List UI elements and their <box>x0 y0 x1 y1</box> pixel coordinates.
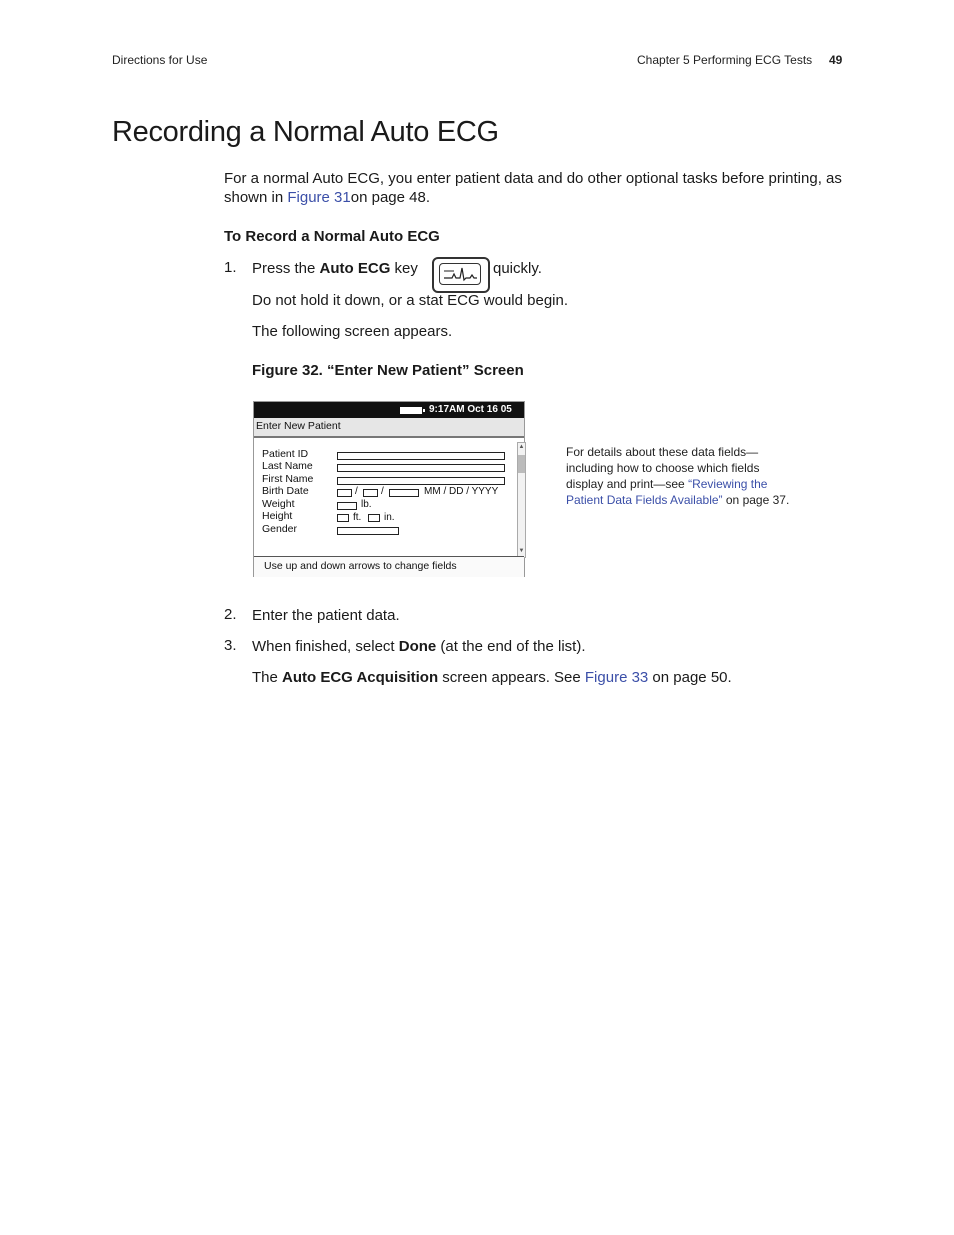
step-1-press: Press the <box>252 260 320 277</box>
side-note-text: For details about these data fields—including how to choose which fields display and print—see <box>566 445 760 491</box>
step-1-quickly: quickly. <box>493 260 542 277</box>
page-number: 49 <box>829 53 843 67</box>
step-1-following: The following screen appears. <box>252 323 453 340</box>
intro-text-after: on page 48. <box>350 189 430 206</box>
scroll-down-icon[interactable]: ▼ <box>518 548 525 554</box>
screen-status-bar <box>254 402 524 418</box>
date-format-hint: MM / DD / YYYY <box>424 486 499 497</box>
running-header-left: Directions for Use <box>112 53 208 67</box>
step-3-note <box>252 668 732 687</box>
scroll-up-icon[interactable]: ▲ <box>518 444 525 450</box>
date-separator: / <box>381 486 384 497</box>
screen-footer-hint: Use up and down arrows to change fields <box>264 560 457 572</box>
label-birth-date: Birth Date <box>262 485 309 497</box>
figure-33-link[interactable]: Figure 33 <box>584 669 649 686</box>
ecg-waveform-icon <box>432 257 490 293</box>
screen-footer <box>254 556 524 577</box>
step-3-note-mid: screen appears. See <box>438 669 585 686</box>
step-3-number: 3. <box>224 637 237 654</box>
figure-31-link[interactable]: Figure 31 <box>287 189 351 206</box>
step-3-text <box>252 637 586 656</box>
screen-title: Enter New Patient <box>256 420 341 432</box>
page-title: Recording a Normal Auto ECG <box>112 116 499 148</box>
height-in-unit: in. <box>384 512 395 523</box>
label-first-name: First Name <box>262 473 314 485</box>
height-ft-field[interactable] <box>337 514 349 522</box>
running-header-chapter: Chapter 5 Performing ECG Tests <box>637 53 813 67</box>
side-note-after: on page 37. <box>722 493 790 507</box>
screen-scrollbar[interactable] <box>517 442 526 558</box>
procedure-heading: To Record a Normal Auto ECG <box>224 228 440 245</box>
birth-month-field[interactable] <box>337 489 352 497</box>
step-3-note-after: on page 50. <box>648 669 732 686</box>
label-last-name: Last Name <box>262 460 313 472</box>
first-name-field[interactable] <box>337 477 505 485</box>
reviewing-fields-link[interactable]: “Reviewing the Patient Data Fields Available” <box>566 477 768 507</box>
scroll-thumb[interactable] <box>518 455 525 473</box>
battery-icon <box>400 407 422 414</box>
step-3-note-the: The <box>252 669 283 686</box>
step-1-text <box>252 259 418 278</box>
label-gender: Gender <box>262 523 298 535</box>
auto-ecg-acquisition-name: Auto ECG Acquisition <box>282 669 439 686</box>
side-note <box>566 444 796 508</box>
done-option: Done <box>398 638 437 655</box>
device-screen <box>253 401 525 577</box>
birth-day-field[interactable] <box>363 489 378 497</box>
birth-year-field[interactable] <box>389 489 419 497</box>
last-name-field[interactable] <box>337 464 505 472</box>
label-height: Height <box>262 510 293 522</box>
weight-field[interactable] <box>337 502 357 510</box>
screen-title-bar <box>254 418 524 438</box>
auto-ecg-key-name: Auto ECG <box>319 260 391 277</box>
height-ft-unit: ft. <box>353 512 362 523</box>
step-3-after: (at the end of the list). <box>436 638 586 655</box>
height-in-field[interactable] <box>368 514 380 522</box>
intro-text: For a normal Auto ECG, you enter patient data and do other optional tasks before printing, as shown in <box>224 170 842 206</box>
step-3-before: When finished, select <box>252 638 399 655</box>
screen-time: 9:17AM Oct 16 05 <box>429 404 512 415</box>
step-1-key-word: key <box>390 260 418 277</box>
weight-unit: lb. <box>361 499 372 510</box>
date-separator: / <box>355 486 358 497</box>
figure-caption: Figure 32. “Enter New Patient” Screen <box>252 362 524 379</box>
label-patient-id: Patient ID <box>262 448 309 460</box>
step-2-number: 2. <box>224 606 237 623</box>
intro-paragraph <box>224 169 844 207</box>
patient-id-field[interactable] <box>337 452 505 460</box>
gender-field[interactable] <box>337 527 399 535</box>
step-1-note: Do not hold it down, or a stat ECG would begin. <box>252 292 569 309</box>
label-weight: Weight <box>262 498 295 510</box>
step-1-number: 1. <box>224 259 237 276</box>
step-2-text: Enter the patient data. <box>252 607 400 624</box>
